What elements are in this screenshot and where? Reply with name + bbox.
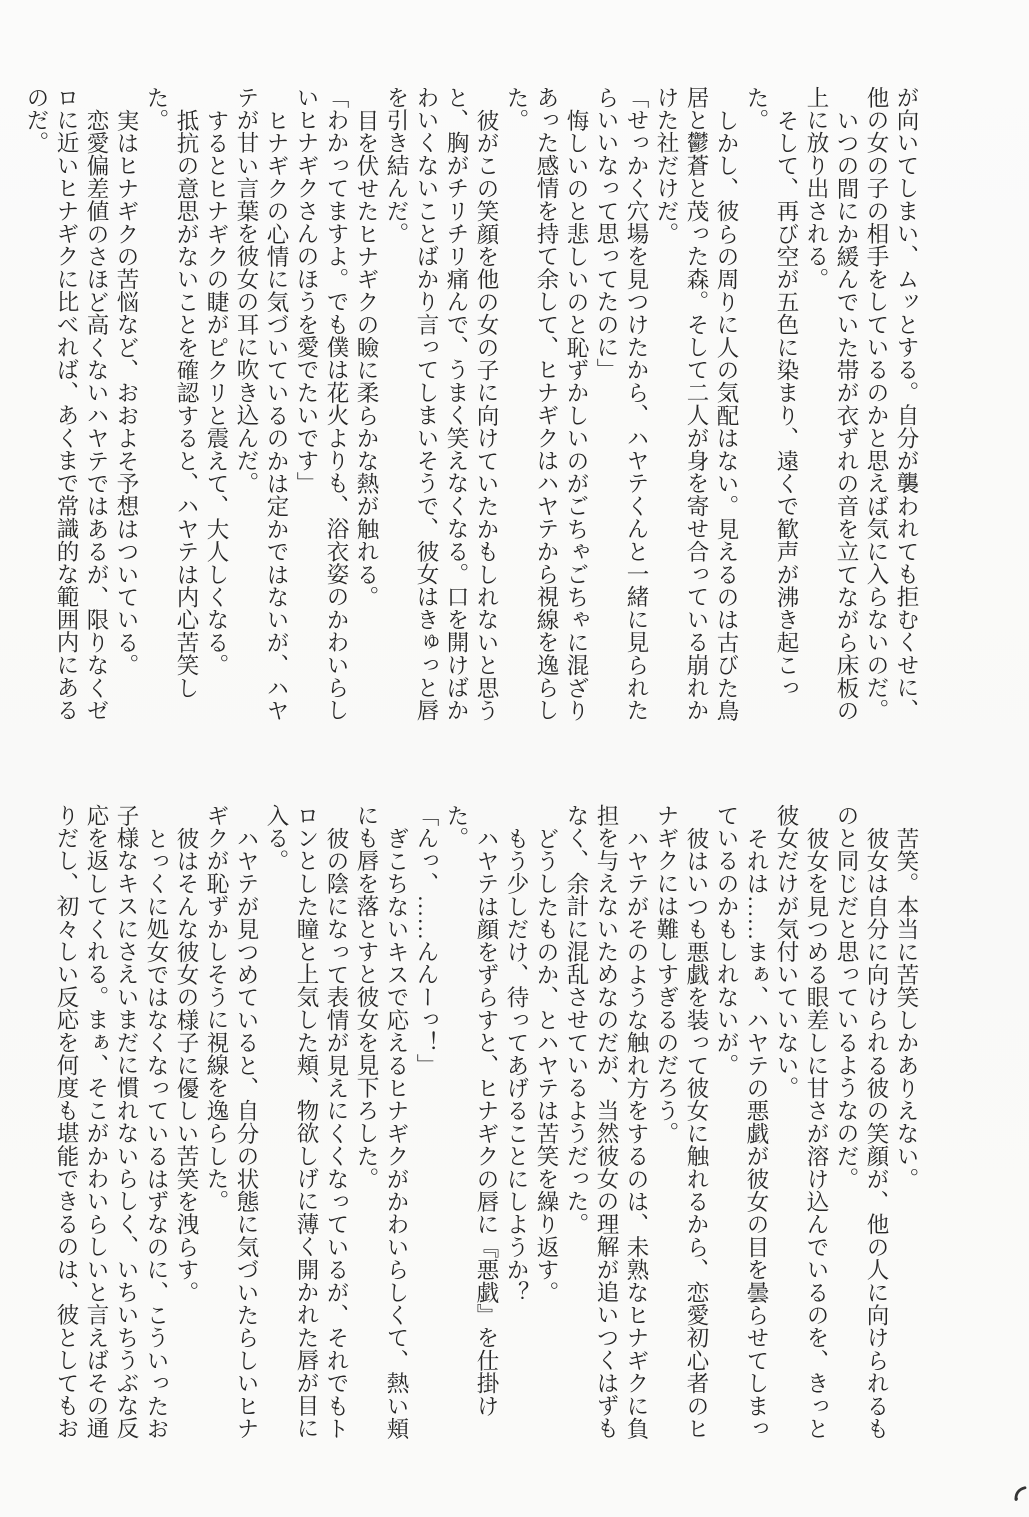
paragraph: それは……まぁ、ハヤテの悪戯が彼女の目を曇らせてしまっているのかもしれないが。 <box>714 804 769 1440</box>
paragraph: ハヤテが見つめていると、自分の状態に気づいたらしいヒナギクが恥ずかしそうに視線を逸らした。 <box>204 804 259 1440</box>
paragraph: 悔しいのと悲しいのと恥ずかしいのがごちゃごちゃに混ざりあった感情を持て余して、ヒナギクはハヤテから視線を逸らした。 <box>504 86 589 722</box>
paragraph: が向いてしまい、ムッとする。自分が襲われても拒むくせに、他の女の子の相手をしているのかと思えば気に入らないのだ。 <box>864 86 919 722</box>
paragraph: 彼がこの笑顔を他の女の子に向けていたかもしれないと思うと、胸がチリチリ痛んで、うまく笑えなくなる。口を開けばかわいくないことばかり言ってしまいそうで、彼女はきゅっと唇を引き結んだ。 <box>384 86 499 722</box>
paragraph: 恋愛偏差値のさほど高くないハヤテではあるが、限りなくゼロに近いヒナギクに比べれば、あくまで常識的な範囲内にあるのだ。 <box>24 86 109 722</box>
paragraph: しかし、彼らの周りに人の気配はない。見えるのは古びた鳥居と鬱蒼と茂った森。そして二人が身を寄せ合っている崩れかけた社だけだ。 <box>654 86 739 722</box>
paragraph: ハヤテは顔をずらすと、ヒナギクの唇に『悪戯』を仕掛けた。 <box>444 804 499 1417</box>
paragraph: 彼の陰になって表情が見えにくくなっているが、それでもトロンとした瞳と上気した頬、物欲しげに薄く開かれた唇が目に入る。 <box>264 804 349 1440</box>
paragraph: 彼はいつも悪戯を装って彼女に触れるから、恋愛初心者のヒナギクには難しすぎるのだろう。 <box>654 804 709 1440</box>
paragraph: ヒナギクの心情に気づいているのかは定かではないが、ハヤテが甘い言葉を彼女の耳に吹き込んだ。 <box>234 86 289 722</box>
paragraph: 目を伏せたヒナギクの瞼に柔らかな熱が触れる。 <box>354 108 379 608</box>
paragraph: 抵抗の意思がないことを確認すると、ハヤテは内心苦笑した。 <box>144 86 199 699</box>
top-text-block <box>21 86 921 741</box>
paragraph: もう少しだけ、待ってあげることにしようか？ <box>504 826 529 1304</box>
paragraph: ぎこちないキスで応えるヒナギクがかわいらしくて、熱い頬にも唇を落とすと彼女を見下ろした。 <box>354 804 409 1440</box>
paragraph: 彼女は自分に向けられる彼の笑顔が、他の人に向けられるものと同じだと思っているようなのだ。 <box>834 804 889 1440</box>
bottom-text-block <box>51 804 921 1459</box>
paragraph: 苦笑。本当に苦笑しかありえない。 <box>894 826 919 1190</box>
paragraph: 実はヒナギクの苦悩など、おおよそ予想はついている。 <box>114 108 139 676</box>
corner-mark-glyph-fragment <box>1013 1486 1027 1502</box>
paragraph: そして、再び空が五色に染まり、遠くで歓声が沸き起こった。 <box>744 86 799 699</box>
paragraph-dialogue: 「んっ、……んんーっ！」 <box>414 804 439 1077</box>
paragraph-dialogue: 「せっかく穴場を見つけたから、ハヤテくんと一緒に見られたらいいなって思ってたのに」 <box>594 86 649 722</box>
paragraph: するとヒナギクの睫がピクリと震えて、大人しくなる。 <box>204 108 229 676</box>
paragraph: 彼はそんな彼女の様子に優しい苦笑を洩らす。 <box>174 826 199 1304</box>
paragraph: とっくに処女ではなくなっているはずなのに、こういったお子様なキスにさえいまだに慣れないらしく、いちいちうぶな反応を返してくれる。まぁ、そこがかわいらしいと言えばその通りだし、初々しい反応を何度も堪能できるのは、彼としてもお <box>54 804 169 1440</box>
paragraph: どうしたものか、とハヤテは苦笑を繰り返す。 <box>534 826 559 1304</box>
paragraph: 彼女を見つめる眼差しに甘さが溶け込んでいるのを、きっと彼女だけが気付いていない。 <box>774 804 829 1440</box>
paragraph: ハヤテがそのような触れ方をするのは、未熟なヒナギクに負担を与えないためなのだが、当然彼女の理解が追いつくはずもなく、余計に混乱させているようだった。 <box>564 804 649 1440</box>
paragraph: いつの間にか緩んでいた帯が衣ずれの音を立てながら床板の上に放り出される。 <box>804 86 859 722</box>
paragraph-dialogue: 「わかってますよ。でも僕は花火よりも、浴衣姿のかわいらしいヒナギクさんのほうを愛でたいです」 <box>294 86 349 722</box>
